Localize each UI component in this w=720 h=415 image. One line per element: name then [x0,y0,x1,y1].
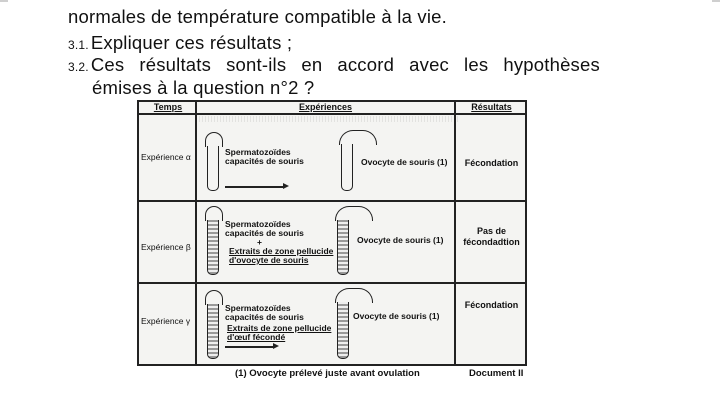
result-line: Pas de [476,226,507,236]
question-3-1 [68,32,292,56]
pour-arc [335,288,373,303]
tube-content-label: Spermatozoïdes [225,147,291,157]
tube-content-label: Spermatozoïdes [225,219,291,229]
tube-content-label: Spermatozoïdes [225,303,291,313]
header-experiences: Expériences [298,102,353,112]
text-line-1: normales de température compatible à la vie. [68,6,447,27]
header-temps: Temps [153,102,183,112]
tube-content-label: Ovocyte de souris (1) [361,157,448,167]
test-tube [341,144,353,191]
pour-arc [335,206,373,221]
table-divider [139,113,525,115]
tube-content-label: capacités de souris [225,156,304,166]
result-beta [456,226,527,248]
result-gamma: Fécondation [464,300,519,310]
header-resultats: Résultats [471,102,512,112]
word: résultats [139,54,212,75]
table-divider [139,200,525,202]
word: en [301,54,323,75]
scan-noise [199,116,459,122]
word: hypothèses [503,54,600,75]
question-text: Expliquer ces résultats ; [90,32,293,53]
table-divider [195,102,197,364]
row-label-alpha: Expérience α [141,152,191,162]
question-3-2-line-2: émises à la question n°2 ? [92,77,315,98]
test-tube [337,302,349,359]
tube-content-label: + [257,237,262,247]
test-tube [207,220,219,275]
experiment-table [137,100,527,366]
pour-arc [339,130,377,145]
transfer-arrow [225,346,275,348]
footnote: (1) Ovocyte prélevé juste avant ovulation [235,368,420,379]
tube-content-label: capacités de souris [225,228,304,238]
question-3-2-word [68,54,124,78]
tube-content-label: d'ovocyte de souris [229,255,309,265]
tube-content-label: Extraits de zone pellucide [227,323,332,333]
tube-pour-arc [205,132,223,147]
tube-content-label: Ovocyte de souris (1) [357,235,444,245]
test-tube [337,220,349,275]
tube-content-label: Ovocyte de souris (1) [353,311,440,321]
question-number: 3.2. [68,60,89,74]
result-line: fécondadtion [463,237,520,247]
word: Ces [90,54,125,75]
word: accord [337,54,395,75]
question-3-2 [68,54,600,78]
tube-content-label: Extraits de zone pellucide [229,246,334,256]
test-tube [207,146,219,191]
test-tube [207,304,219,359]
word: les [464,54,489,75]
tube-content-label: capacités de souris [225,312,304,322]
tube-pour-arc [205,206,223,221]
tube-content-label: d'œuf fécondé [227,332,286,342]
question-number: 3.1. [68,38,89,52]
row-label-beta: Expérience β [141,242,191,252]
question-3-2-first-line [68,54,600,78]
transfer-arrow [225,186,285,188]
table-divider [139,282,525,284]
tube-pour-arc [205,290,223,305]
top-right-edge [712,0,720,2]
document-label: Document II [469,368,524,379]
top-left-edge [0,0,8,2]
row-label-gamma: Expérience γ [141,316,191,326]
word: sont-ils [226,54,287,75]
document-figure [137,100,527,382]
word: avec [409,54,450,75]
result-alpha: Fécondation [464,158,519,168]
